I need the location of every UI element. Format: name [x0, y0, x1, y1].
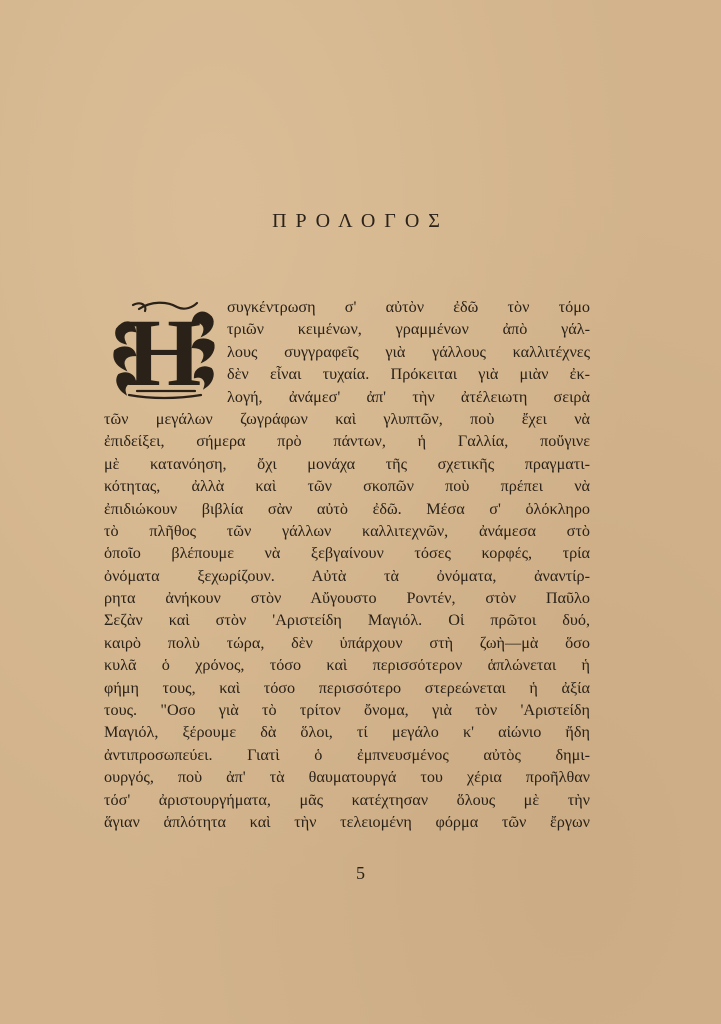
- text-line: φήμη τους, καὶ τόσο περισσότερο στερεώνεται ἡ ἀξία: [104, 678, 590, 697]
- text-line: μὲ κατανόηση, ὄχι μονάχα τῆς σχετικῆς πραγματι-: [104, 454, 590, 473]
- text-line: καιρὸ πολὺ τώρα, δὲν ὑπάρχουν στὴ ζωὴ—μὰ ὅσο: [104, 633, 590, 652]
- text-line: ἅγιαν ἁπλότητα καὶ τὴν τελειομένη φόρμα τῶν ἔργων: [104, 812, 590, 831]
- text-line: ὁποῖο βλέπουμε νὰ ξεβγαίνουν τόσες κορφές, τρία: [104, 544, 590, 563]
- page-number: 5: [356, 863, 365, 883]
- text-line: τὸ πλῆθος τῶν γάλλων καλλιτεχνῶν, ἀνάμεσα στὸ: [104, 521, 590, 540]
- text-line: τῶν μεγάλων ζωγράφων καὶ γλυπτῶν, ποὺ ἔχει νὰ: [104, 409, 590, 428]
- text-line: ἐπιδιώκουν βιβλία σὰν αὐτὸ ἐδῶ. Μέσα σ' ὁλόκληρο: [104, 499, 590, 518]
- body-text: [104, 296, 590, 833]
- drop-cap-letter: Η: [126, 299, 202, 401]
- text-line: κυλᾶ ὁ χρόνος, τόσο καὶ περισσότερον ἁπλώνεται ἡ: [104, 656, 590, 675]
- text-line: Σεζὰν καὶ στὸν 'Αριστείδη Μαγιόλ. Οἱ πρῶτοι δυό,: [104, 611, 590, 630]
- chapter-heading: ΠΡΟΛΟΓΟΣ: [272, 210, 449, 232]
- text-line: λους συγγραφεῖς γιὰ γάλλους καλλιτέχνες: [227, 342, 590, 361]
- text-line: δὲν εἶναι τυχαία. Πρόκειται γιὰ μιὰν ἐκ-: [227, 365, 590, 384]
- text-line: Μαγιόλ, ξέρουμε δὰ ὅλοι, τί μεγάλο κ' αἰώνιο ἤδη: [104, 723, 590, 742]
- text-line: ἐπιδείξει, σήμερα πρὸ πάντων, ἡ Γαλλία, ποὔγινε: [104, 432, 590, 451]
- text-line: ρητα ἀνήκουν στὸν Αὔγουστο Ροντέν, στὸν Παῦλο: [104, 589, 590, 608]
- text-line: τους. "Οσο γιὰ τὸ τρίτον ὄνομα, γιὰ τὸν 'Αριστείδη: [104, 701, 590, 720]
- text-line: συγκέντρωση σ' αὐτὸν ἐδῶ τὸν τόμο: [227, 298, 590, 316]
- text-line: ἀντιπροσωπεύει. Γιατὶ ὁ ἐμπνευσμένος αὐτὸς δημι-: [104, 745, 590, 764]
- text-line: ὀνόματα ξεχωρίζουν. Αὐτὰ τὰ ὀνόματα, ἀναντίρ-: [104, 566, 590, 585]
- text-line: κότητας, ἀλλὰ καὶ τῶν σκοπῶν ποὺ πρέπει νὰ: [104, 477, 590, 496]
- text-line: τριῶν κειμένων, γραμμένων ἀπὸ γάλ-: [227, 320, 590, 339]
- text-line: τόσ' ἀριστουργήματα, μᾶς κατέχτησαν ὅλους μὲ τὴν: [104, 790, 590, 809]
- text-line: ουργός, ποὺ ἀπ' τὰ θαυματουργά του χέρια προῆλθαν: [104, 768, 590, 787]
- text-line: λογή, ἀνάμεσ' ἀπ' τὴν ἀτέλειωτη σειρὰ: [227, 387, 590, 406]
